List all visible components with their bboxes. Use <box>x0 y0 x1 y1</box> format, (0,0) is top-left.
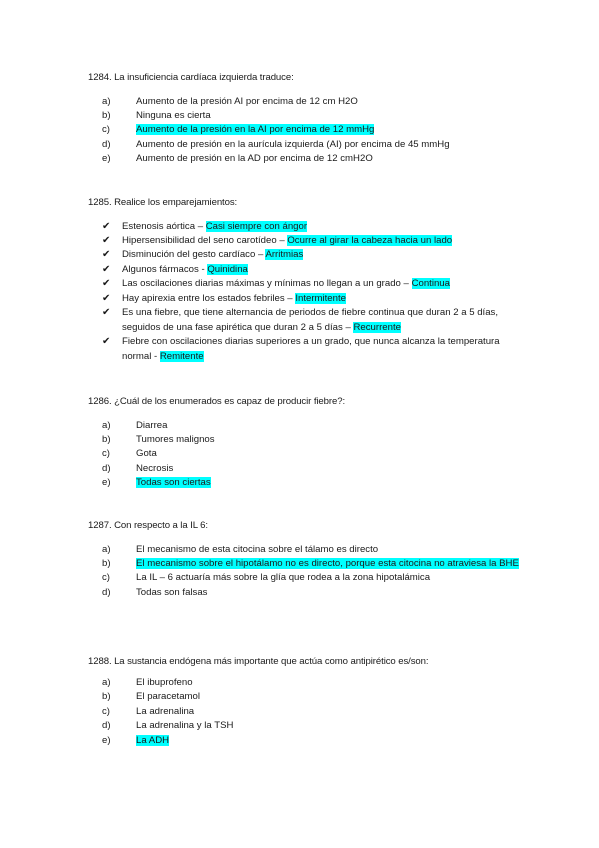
check-icon: ✔ <box>102 293 111 304</box>
question-title: 1285. Realice los emparejamientos: <box>88 197 238 208</box>
option-text: Aumento de presión en la AD por encima de 12 cmH2O <box>136 153 373 164</box>
check-icon: ✔ <box>102 221 111 232</box>
check-icon: ✔ <box>102 249 111 260</box>
check-icon: ✔ <box>102 307 111 318</box>
option-text: Ninguna es cierta <box>136 110 211 121</box>
question-title: 1288. La sustancia endógena más importante que actúa como antipirético es/son: <box>88 656 429 667</box>
question-title: 1286. ¿Cuál de los enumerados es capaz de producir fiebre?: <box>88 396 346 407</box>
check-icon: ✔ <box>102 278 111 289</box>
question-title: 1287. Con respecto a la IL 6: <box>88 520 208 531</box>
check-icon: ✔ <box>102 235 111 246</box>
option-text: Aumento de la presión en la AI por encima de 12 mmHg <box>136 124 375 135</box>
question-title: 1284. La insuficiencia cardíaca izquierda traduce: <box>88 72 294 83</box>
check-icon: ✔ <box>102 264 111 275</box>
option-text: Aumento de presión en la aurícula izquierda (AI) por encima de 45 mmHg <box>136 139 450 150</box>
check-icon: ✔ <box>102 336 111 347</box>
option-text: Aumento de la presión AI por encima de 12 cm H2O <box>136 96 358 107</box>
